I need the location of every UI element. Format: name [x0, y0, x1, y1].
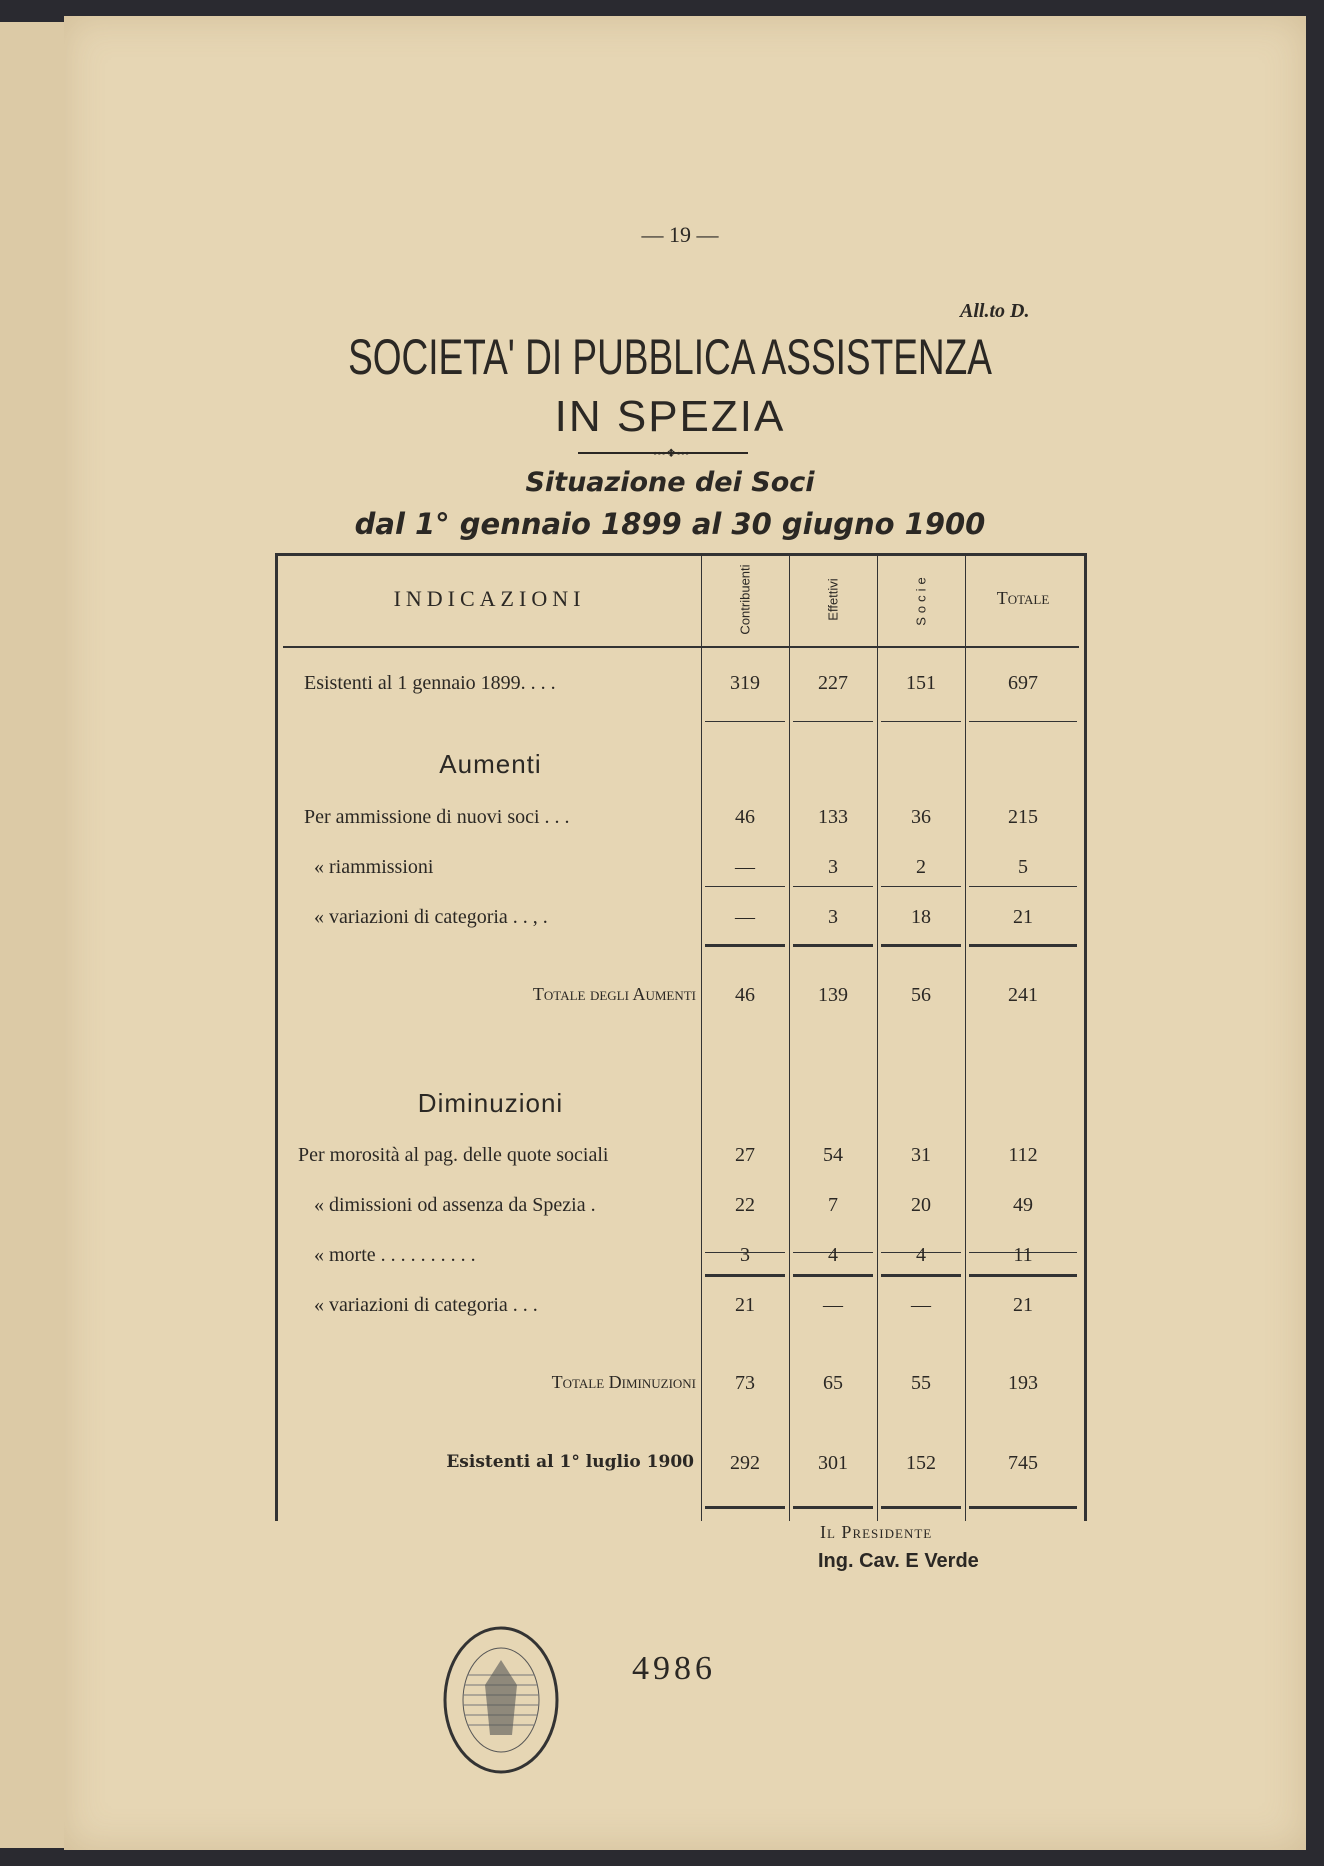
- rule-line: [793, 721, 873, 722]
- cell-value: 21: [1013, 906, 1033, 928]
- cell-value: 46: [735, 806, 755, 828]
- cell-value: —: [735, 906, 755, 928]
- table-row: [278, 806, 1084, 836]
- inventory-number: 4986: [632, 1650, 716, 1687]
- cell-value: 7: [828, 1194, 838, 1216]
- rule-line: [705, 1274, 785, 1277]
- cell-value: 745: [1008, 1452, 1038, 1474]
- cell-value: 21: [1013, 1294, 1033, 1316]
- table-row: [278, 1144, 1084, 1174]
- cell-value: 301: [818, 1452, 848, 1474]
- cell-value: 2: [916, 856, 926, 878]
- cell-value: 5: [1018, 856, 1028, 878]
- cell-value: 54: [823, 1144, 843, 1166]
- cell-value: 4: [916, 1244, 926, 1266]
- cell-value: 21: [735, 1294, 755, 1316]
- cell-value: 3: [740, 1244, 750, 1266]
- period-heading: dal 1° gennaio 1899 al 30 giugno 1900: [354, 507, 986, 541]
- row-label: « morte . . . . . . . . . .: [314, 1244, 476, 1266]
- attachment-label: All.to D.: [960, 300, 1030, 322]
- rule-line: [969, 721, 1077, 722]
- cell-value: 49: [1013, 1194, 1033, 1216]
- cell-value: 152: [906, 1452, 936, 1474]
- cell-value: 65: [823, 1372, 843, 1394]
- header-indicazioni: INDICAZIONI: [393, 586, 586, 611]
- library-stamp: [442, 1625, 560, 1775]
- president-role: Il Presidente: [820, 1522, 933, 1542]
- rule-line: [705, 944, 785, 947]
- cell-value: 697: [1008, 672, 1038, 694]
- cell-value: 73: [735, 1372, 755, 1394]
- cell-value: 55: [911, 1372, 931, 1394]
- rule-line: [881, 1274, 961, 1277]
- row-label: « dimissioni od assenza da Spezia .: [314, 1194, 596, 1216]
- row-label: Totale Diminuzioni: [551, 1372, 696, 1392]
- rule-line: [793, 944, 873, 947]
- cell-value: 56: [911, 984, 931, 1006]
- header-contribuenti: Contribuenti: [737, 564, 753, 635]
- row-label: Totale degli Aumenti: [532, 984, 696, 1004]
- row-label: Esistenti al 1° luglio 1900: [446, 1452, 694, 1472]
- rule-line: [705, 1506, 785, 1509]
- section-diminuzioni: Diminuzioni: [417, 1088, 564, 1118]
- row-label: Per ammissione di nuovi soci . . .: [304, 806, 570, 828]
- cell-value: 27: [735, 1144, 755, 1166]
- ornament-divider: ◦◦◦❖◦◦◦: [578, 452, 748, 454]
- rule-line: [881, 721, 961, 722]
- title: SOCIETA' DI PUBBLICA ASSISTENZA: [348, 329, 992, 385]
- table-row: [278, 984, 1084, 1014]
- table-row: [278, 1452, 1084, 1482]
- left-page-edge: [0, 22, 66, 1848]
- rule-line: [969, 944, 1077, 947]
- cell-value: 241: [1008, 984, 1038, 1006]
- rule-line: [881, 1506, 961, 1509]
- table-row: [278, 856, 1084, 886]
- table-row: [278, 906, 1084, 936]
- table-row: [278, 1244, 1084, 1274]
- table-row: [278, 1294, 1084, 1324]
- section-aumenti: Aumenti: [439, 749, 542, 779]
- row-label: « riammissioni: [314, 856, 434, 878]
- cell-value: 20: [911, 1194, 931, 1216]
- rule-line: [969, 886, 1077, 887]
- page-number: — 19 —: [641, 222, 719, 247]
- cell-value: 319: [730, 672, 760, 694]
- cell-value: 151: [906, 672, 936, 694]
- president-name: Ing. Cav. E Verde: [818, 1550, 979, 1572]
- rule-line: [969, 1274, 1077, 1277]
- rule-line: [793, 1274, 873, 1277]
- cell-value: 139: [818, 984, 848, 1006]
- cell-value: 36: [911, 806, 931, 828]
- cell-value: 31: [911, 1144, 931, 1166]
- cell-value: 227: [818, 672, 848, 694]
- rule-line: [881, 886, 961, 887]
- cell-value: —: [823, 1294, 843, 1316]
- cell-value: —: [735, 856, 755, 878]
- row-label: « variazioni di categoria . . , .: [314, 906, 548, 928]
- rule-line: [969, 1506, 1077, 1509]
- row-label: Per morosità al pag. delle quote sociali: [298, 1144, 609, 1166]
- cell-value: 4: [828, 1244, 838, 1266]
- header-totale: Totale: [996, 588, 1050, 608]
- rule-line: [793, 1506, 873, 1509]
- cell-value: —: [911, 1294, 931, 1316]
- cell-value: 133: [818, 806, 848, 828]
- row-label: Esistenti al 1 gennaio 1899. . . .: [304, 672, 556, 694]
- cell-value: 3: [828, 906, 838, 928]
- rule-line: [881, 944, 961, 947]
- rule-line: [705, 721, 785, 722]
- rule-line: [705, 886, 785, 887]
- table-row: [278, 1194, 1084, 1224]
- cell-value: 292: [730, 1452, 760, 1474]
- cell-value: 3: [828, 856, 838, 878]
- table-row: [278, 672, 1084, 702]
- table-row: [278, 1372, 1084, 1402]
- cell-value: 215: [1008, 806, 1038, 828]
- rule-line: [793, 886, 873, 887]
- cell-value: 18: [911, 906, 931, 928]
- cell-value: 46: [735, 984, 755, 1006]
- cell-value: 112: [1008, 1144, 1038, 1166]
- members-table: [275, 553, 1087, 1521]
- header-effettivi: Effettivi: [825, 578, 841, 621]
- row-label: « variazioni di categoria . . .: [314, 1294, 538, 1316]
- subtitle: IN SPEZIA: [554, 392, 786, 441]
- heading: Situazione dei Soci: [525, 467, 815, 498]
- cell-value: 193: [1008, 1372, 1038, 1394]
- cell-value: 11: [1013, 1244, 1033, 1266]
- header-socie: Socie: [913, 573, 929, 626]
- cell-value: 22: [735, 1194, 755, 1216]
